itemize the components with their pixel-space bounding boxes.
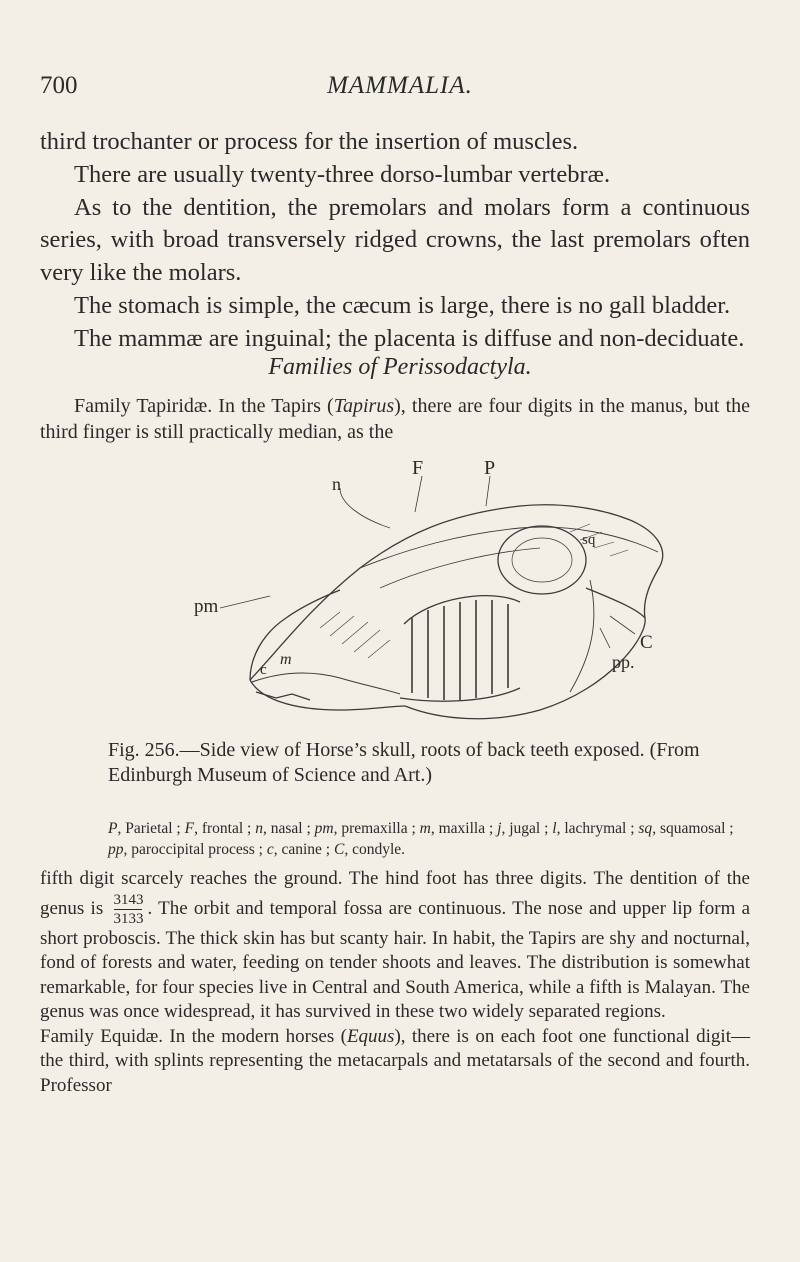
legend-abbr: m: [419, 820, 431, 837]
legend-entry: [108, 820, 185, 837]
legend-entry: [315, 820, 420, 837]
label-c: c: [260, 662, 267, 678]
legend-text: , maxilla ;: [430, 820, 498, 837]
opening-text: [40, 126, 750, 356]
legend-abbr: P: [108, 820, 118, 837]
legend-abbr: j: [497, 820, 502, 837]
formula-bar: [114, 909, 142, 910]
tapir-text-1: fifth digit scarcely reaches the ground. The hind foot has three digits. The dentition of the genus is: [40, 868, 750, 919]
legend-entry: [334, 841, 405, 858]
legend-abbr: c: [266, 841, 274, 858]
label-sq: sq: [582, 532, 596, 548]
label-P: P: [484, 457, 496, 479]
label-m: m: [280, 651, 292, 668]
legend-text: , frontal ;: [194, 820, 256, 837]
figure-caption: Fig. 256.—Side view of Horse’s skull, roots of back teeth exposed. (From Edinburgh Museum of Science and Art.): [108, 739, 700, 786]
paragraph: The mammæ are inguinal; the placenta is diffuse and non-deciduate.: [74, 324, 745, 352]
tapiridae-lead: Family Tapiridæ. In the Tapirs (: [74, 395, 334, 417]
section-heading: Families of Perissodactyla.: [268, 354, 532, 380]
legend-entry: [420, 820, 498, 837]
legend-entry: [552, 820, 638, 837]
legend-abbr: sq: [638, 820, 653, 837]
paragraph: third trochanter or process for the insertion of muscles.: [40, 128, 579, 155]
skull-illustration: [190, 448, 690, 738]
legend-entry: [185, 820, 256, 837]
equidae-rest: ), there is on each foot one functional digit—the third, with splints representing the metacarpals and metatarsals of the second and fourth. Professor: [40, 1025, 750, 1096]
legend-abbr: l: [552, 820, 557, 837]
legend-text: , squamosal ;: [652, 820, 734, 837]
legend-abbr: pp: [108, 841, 124, 858]
formula-denominator: 3133: [113, 910, 144, 927]
legend-text: , condyle.: [344, 841, 406, 858]
legend-abbr: F: [184, 820, 195, 837]
page: [40, 0, 760, 1262]
legend-text: , paroccipital process ;: [123, 841, 267, 858]
dental-formula: [113, 892, 143, 927]
equidae-lead: Family Equidæ. In the modern horses (: [40, 1025, 347, 1047]
legend-text: , premaxilla ;: [333, 820, 420, 837]
paragraph: There are usually twenty-three dorso-lumbar vertebræ.: [74, 160, 611, 188]
running-title: MAMMALIA.: [327, 72, 473, 99]
legend-text: , lachrymal ;: [556, 820, 639, 837]
paragraph: The stomach is simple, the cæcum is large, there is no gall bladder.: [74, 291, 731, 319]
tapiridae-paragraph: [40, 393, 750, 445]
label-pm: pm: [194, 596, 219, 617]
legend-entry: [267, 841, 334, 858]
legend-abbr: n: [255, 820, 263, 837]
legend-entry: [255, 820, 314, 837]
legend-entry: [638, 820, 733, 837]
legend-text: , Parietal ;: [117, 820, 185, 837]
paragraph: As to the dentition, the premolars and molars form a continuous series, with broad transversely ridged crowns, the last premolars often very like the molars.: [40, 193, 750, 287]
label-C: C: [640, 632, 653, 653]
legend-text: , jugal ;: [501, 820, 553, 837]
label-n: n: [332, 474, 341, 494]
closing-text: [40, 867, 750, 1098]
figure-legend: [108, 818, 748, 860]
tapir-text-2: . The orbit and temporal fossa are continuous. The nose and upper lip form a short proboscis. The thick skin has but scanty hair. In habit, the Tapirs are shy and nocturnal, fond of forests and water, feeding on tender shoots and leaves. The distribution is somewhat remarkable, for four species live in Central and South America, while a fifth is Malayan. The genus was once widespread, it has survived in these two widely separated regions.: [40, 897, 751, 1022]
legend-entry: [497, 820, 552, 837]
legend-entry: [108, 841, 267, 858]
tapiridae-rest: ), there are four digits in the manus, but the third finger is still practically median, as the: [40, 395, 751, 443]
legend-abbr: C: [333, 841, 345, 858]
horse-skull-figure: [190, 448, 690, 738]
genus-name: Equus: [346, 1025, 395, 1047]
legend-abbr: pm: [314, 820, 334, 837]
label-F: F: [412, 457, 424, 479]
genus-name: Tapirus: [333, 395, 395, 417]
label-pp: pp.: [612, 652, 635, 672]
legend-text: , nasal ;: [262, 820, 315, 837]
formula-numerator: 3143: [113, 891, 144, 908]
legend-text: , canine ;: [273, 841, 334, 858]
page-number: 700: [40, 72, 78, 99]
running-head: [40, 72, 760, 102]
